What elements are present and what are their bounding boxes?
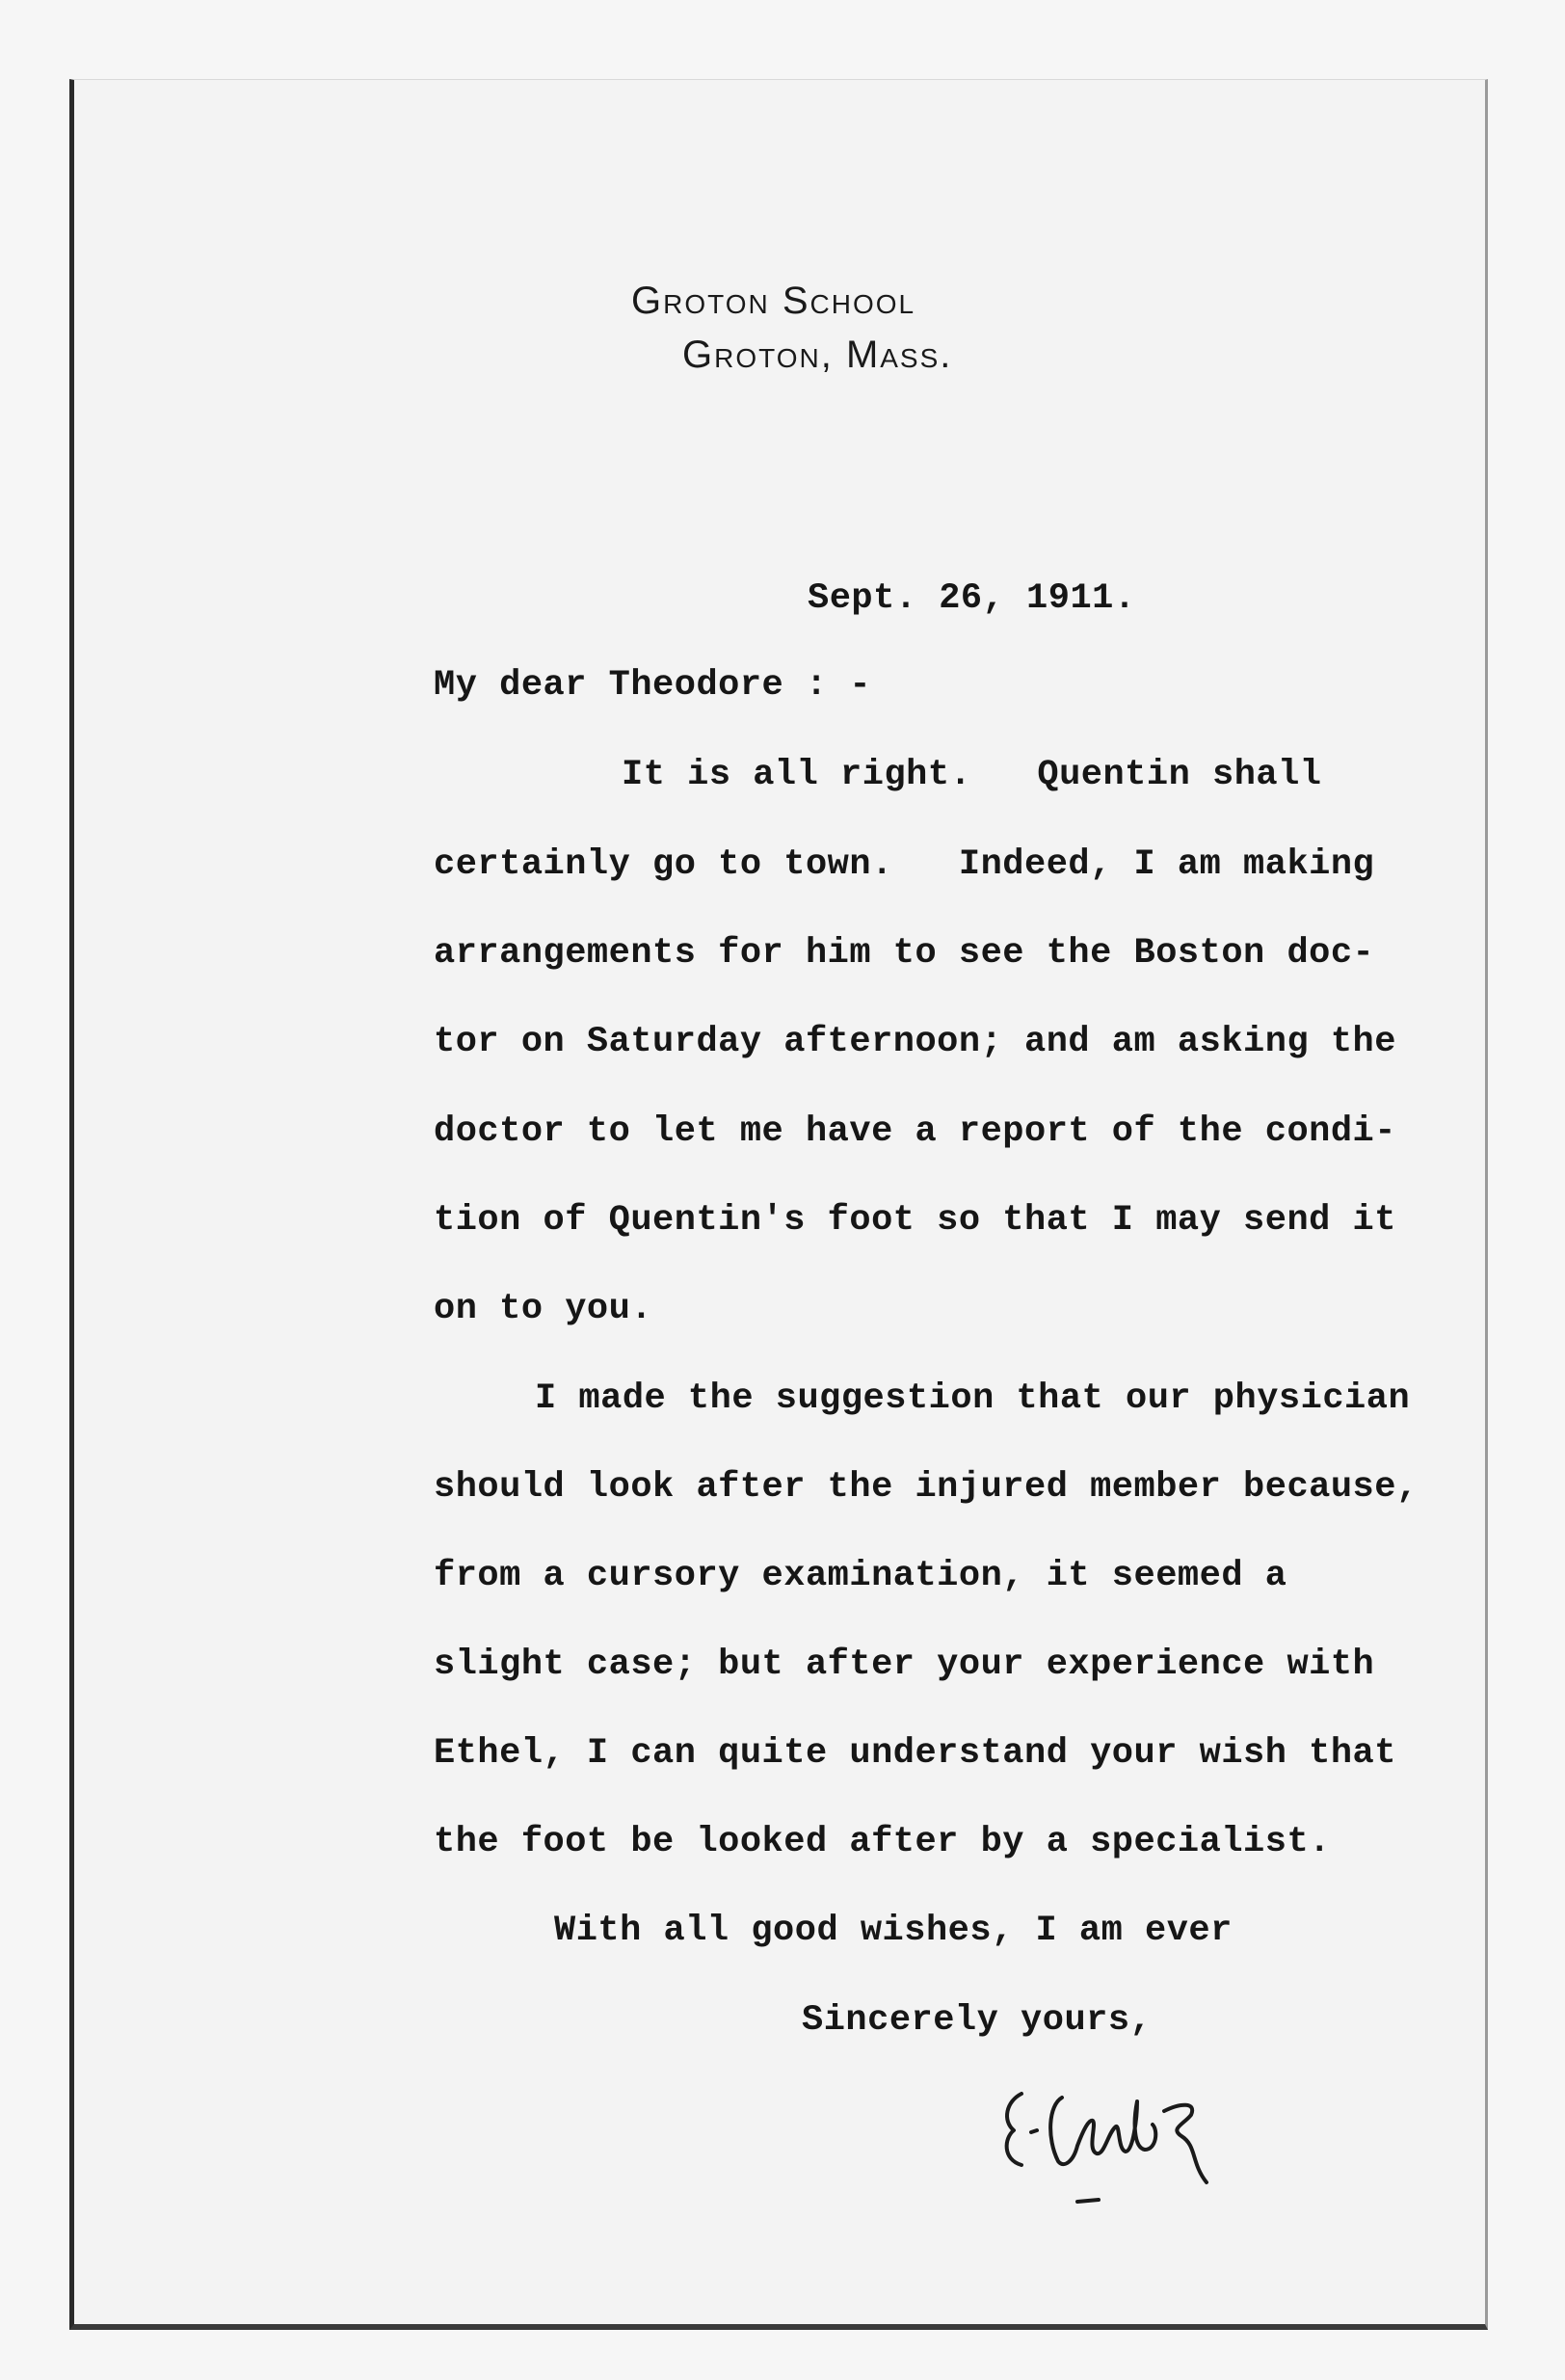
valediction: Sincerely yours,	[802, 2000, 1153, 2041]
paragraph-1-line: on to you.	[434, 1289, 653, 1329]
paragraph-2-line: I made the suggestion that our physician	[535, 1378, 1411, 1419]
paragraph-1-line: arrangements for him to see the Boston doc-	[434, 933, 1375, 974]
paragraph-1-line: tion of Quentin's foot so that I may send it	[434, 1200, 1396, 1241]
paragraph-2-line: should look after the injured member because,	[434, 1467, 1419, 1508]
letter-salutation: My dear Theodore : -	[434, 665, 872, 706]
paragraph-2-line: Ethel, I can quite understand your wish that	[434, 1733, 1396, 1774]
paragraph-1-line: It is all right. Quentin shall	[622, 755, 1322, 795]
letterhead-location: Groton, Mass.	[682, 334, 953, 376]
paragraph-1-line: doctor to let me have a report of the condi-	[434, 1111, 1396, 1152]
letterhead-school-name: Groton School	[631, 280, 916, 322]
paragraph-1-line: tor on Saturday afternoon; and am asking the	[434, 1022, 1396, 1062]
paragraph-2-line: slight case; but after your experience with	[434, 1645, 1375, 1685]
paragraph-2-line: from a cursory examination, it seemed a	[434, 1556, 1287, 1596]
closing-line: With all good wishes, I am ever	[554, 1911, 1233, 1951]
paragraph-1-line: certainly go to town. Indeed, I am making	[434, 844, 1375, 885]
paragraph-2-line: the foot be looked after by a specialist.	[434, 1822, 1331, 1862]
handwritten-signature	[993, 2082, 1214, 2207]
letter-date: Sept. 26, 1911.	[808, 578, 1136, 619]
